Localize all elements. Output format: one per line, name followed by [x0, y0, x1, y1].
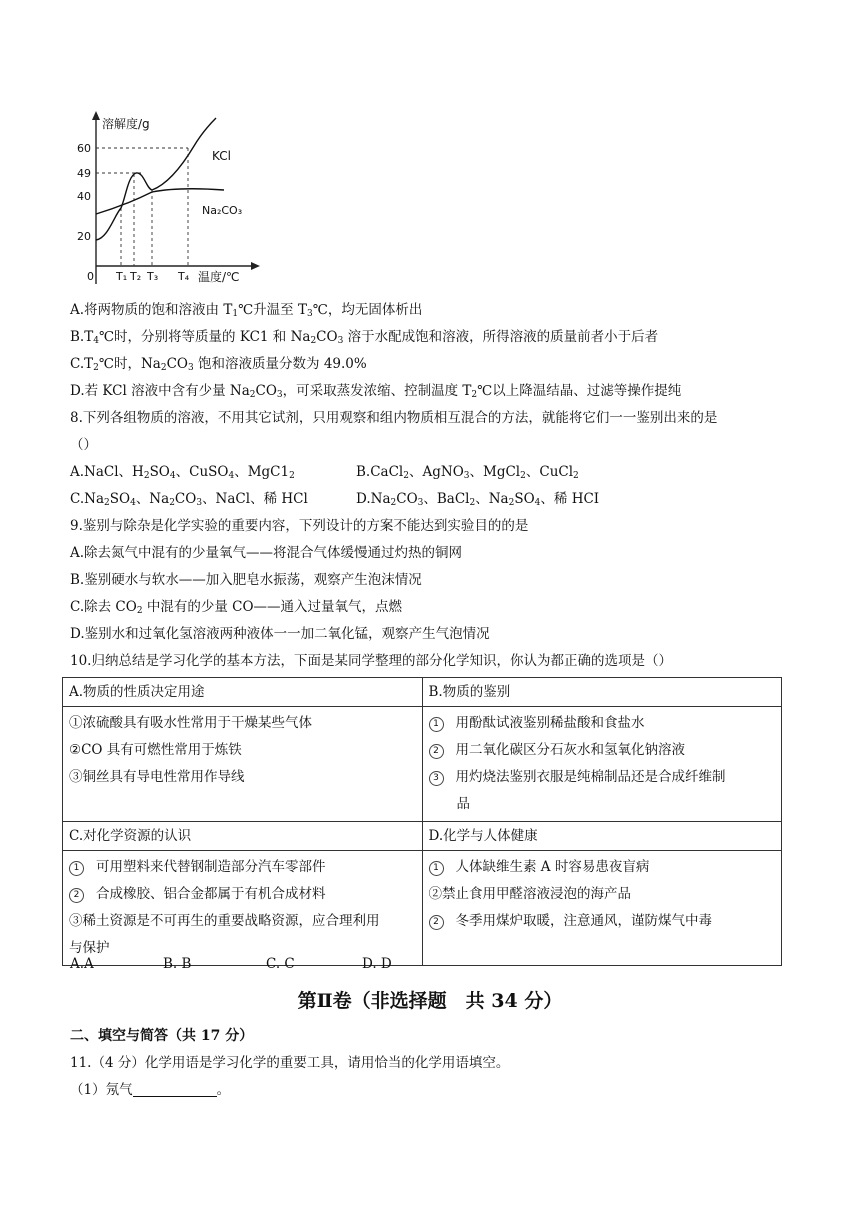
y-tick-60: 60 [77, 142, 91, 155]
q11-sub1: （1）氖气 。 [70, 1082, 231, 1098]
circled-number-icon: 1 [429, 717, 444, 732]
kcl-curve [96, 118, 216, 240]
x-axis-label: 温度/℃ [198, 270, 240, 284]
y-tick-20: 20 [77, 230, 91, 243]
circled-number-icon: 3 [429, 771, 444, 786]
cell-b-head: B.物质的鉴别 [422, 678, 782, 707]
q7-option-d: D.若 KCl 溶液中含有少量 $Na_2CO_3$，可采取蒸发浓缩、控制温度 $T_2℃$以上降温结晶、过滤等操作提纯 [70, 383, 682, 400]
circled-number-icon: 2 [429, 744, 444, 759]
answer-blank[interactable] [133, 1082, 217, 1097]
x-tick-t3: T₃ [147, 270, 159, 283]
q9-option-b: B.鉴别硬水与软水——加入肥皂水振荡，观察产生泡沫情况 [70, 572, 422, 588]
q9-option-d: D.鉴别水和过氧化氢溶液两种液体一一加二氧化锰，观察产生气泡情况 [70, 626, 490, 642]
cell-a-head: A.物质的性质决定用途 [63, 678, 423, 707]
circled-number-icon: 2 [429, 915, 444, 930]
cell-b-body [422, 707, 782, 822]
q7-option-a: A.将两物质的饱和溶液由 $T_1℃$升温至 $T_3℃$，均无固体析出 [70, 302, 423, 319]
x-tick-t4: T₄ [178, 270, 190, 283]
q10-option-a: A.A [70, 956, 94, 972]
q9-stem: 9.鉴别与除杂是化学实验的重要内容，下列设计的方案不能达到实验目的的是 [70, 518, 529, 534]
knowledge-table [62, 677, 782, 966]
a-item-3: ③铜丝具有导电性常用作导线 [69, 769, 245, 785]
q7-option-b: $B.T_4℃$时，分别将等质量的 KC1 和 $Na_2CO_3$ 溶于水配成饱和溶液，所得溶液的质量前者小于后者 [70, 329, 659, 346]
b-item-3: 3 用灼烧法鉴别衣服是纯棉制品还是合成纤维制 [429, 764, 776, 791]
y-axis-arrow [92, 111, 100, 120]
cell-d-head: D.化学与人体健康 [422, 822, 782, 851]
circled-number-icon: 1 [429, 861, 444, 876]
q8-option-a: A.NaCl、$H_2SO_4$、CuSO$_4$、$MgC1_2$ [70, 464, 295, 481]
d-item-2: ②禁止食用甲醛溶液浸泡的海产品 [428, 886, 631, 902]
q10-option-d: D. D [362, 956, 392, 972]
solubility-graph [76, 108, 266, 290]
q8-stem: 8.下列各组物质的溶液，不用其它试剂，只用观察和组内物质相互混合的方法，就能将它们一一鉴别出来的是 [70, 410, 718, 426]
a-item-2: ②CO 具有可燃性常用于炼铁 [69, 742, 242, 758]
cell-a-body [63, 707, 423, 822]
circled-number-icon: 1 [69, 861, 84, 876]
x-axis-arrow [251, 262, 260, 270]
q8-paren: （） [70, 437, 97, 453]
y-axis-label: 溶解度/g [102, 117, 150, 131]
a-item-1: ①浓硫酸具有吸水性常用于干燥某些气体 [69, 715, 312, 731]
c-item-3: ③稀土资源是不可再生的重要战略资源，应合理利用 [69, 913, 380, 929]
part-title: 二、填空与简答（共 17 分） [70, 1028, 254, 1044]
y-tick-40: 40 [77, 190, 91, 203]
q11-stem: 11.（4 分）化学用语是学习化学的重要工具，请用恰当的化学用语填空。 [70, 1055, 510, 1071]
q10-stem: 10.归纳总结是学习化学的基本方法，下面是某同学整理的部分化学知识，你认为都正确的选项是（） [70, 653, 672, 669]
b-item-2: 2 用二氧化碳区分石灰水和氢氧化钠溶液 [429, 737, 776, 764]
c-item-3-cont: 与保护 [69, 940, 110, 956]
x-tick-t2: T₂ [130, 270, 142, 283]
na2co3-label: Na₂CO₃ [202, 204, 243, 217]
c-item-1: 1 可用塑料来代替钢制造部分汽车零部件 [69, 854, 416, 881]
origin-label: 0 [87, 270, 94, 283]
q9-option-c: C.除去 $CO_2$ 中混有的少量 CO——通入过量氧气，点燃 [70, 599, 403, 616]
x-tick-t1: T₁ [116, 270, 128, 283]
q8-option-c: $C.Na_2SO_4$、$Na_2CO_3$、NaCl、稀 HCl [70, 491, 308, 508]
q9-option-a: A.除去氮气中混有的少量氧气——将混合气体缓慢通过灼热的铜网 [70, 545, 463, 561]
d-item-3: 2 冬季用煤炉取暖，注意通风，谨防煤气中毒 [429, 908, 776, 935]
y-tick-49: 49 [77, 167, 91, 180]
circled-number-icon: 2 [69, 888, 84, 903]
cell-c-body [63, 851, 423, 966]
cell-c-head: C.对化学资源的认识 [63, 822, 423, 851]
section-title: 第Ⅱ卷（非选择题 共 34 分） [297, 990, 563, 1012]
b-item-3-cont: 品 [456, 796, 470, 812]
q7-option-c: $C.T_2℃$时，$Na_2CO_3$ 饱和溶液质量分数为 49.0% [70, 356, 367, 373]
b-item-1: 1 用酚酞试液鉴别稀盐酸和食盐水 [429, 710, 776, 737]
q10-option-b: B. B [163, 956, 192, 972]
d-item-1: 1 人体缺维生素 A 时容易患夜盲病 [429, 854, 776, 881]
kcl-label: KCl [212, 149, 231, 163]
c-item-2: 2 合成橡胶、铝合金都属于有机合成材料 [69, 881, 416, 908]
q8-option-d: $D.Na_2CO_3$、BaCl$_2$、$Na_2SO_4$、稀 HCI [356, 491, 600, 508]
q10-option-c: C. C [266, 956, 295, 972]
cell-d-body [422, 851, 782, 966]
q8-option-b: B.CaCl$_2$、AgNO$_3$、MgCl$_2$、CuCl$_2$ [356, 464, 579, 481]
